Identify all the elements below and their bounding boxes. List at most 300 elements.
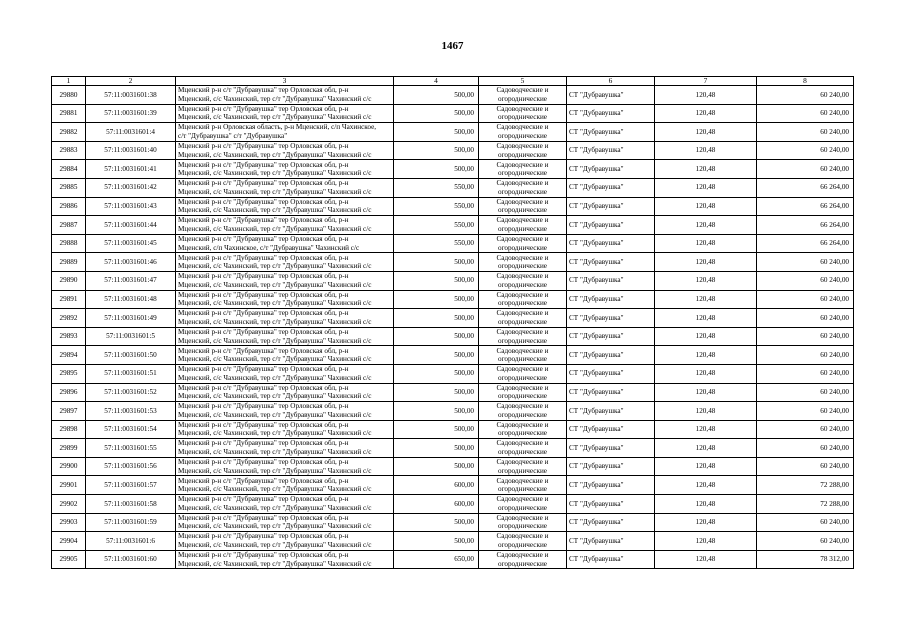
address-cell (176, 550, 394, 569)
row-number-cell: 29885 (52, 178, 86, 197)
cadastral-number-cell: 57:11:0031601:60 (86, 550, 176, 569)
unit-price-cell: 120,48 (655, 476, 757, 495)
unit-price-cell: 120,48 (655, 550, 757, 569)
land-use-cell (479, 123, 567, 142)
row-number-cell: 29887 (52, 216, 86, 235)
address-line-1: Мценский р-н с/т "Дубравушка" тер Орловская обл, р-н (178, 327, 349, 336)
land-use-line-2: огороднические (498, 131, 547, 140)
address-line-2: Мценский, с/с Чахинский, тер с/т "Дубравушка" Чахинский с/с (178, 113, 372, 122)
address-line-2: Мценский, с/с Чахинский, тер с/т "Дубравушка" Чахинский с/с (178, 317, 372, 326)
unit-price-cell: 120,48 (655, 532, 757, 551)
unit-price-cell: 120,48 (655, 439, 757, 458)
address-line-1: Мценский р-н с/т "Дубравушка" тер Орловская обл, р-н (178, 309, 349, 318)
address-line-2: Мценский, с/с Чахинский, тер с/т "Дубравушка" Чахинский с/с (178, 336, 372, 345)
cadastral-cost-cell: 60 240,00 (757, 86, 854, 105)
address-cell (176, 178, 394, 197)
cadastral-number-cell: 57:11:0031601:48 (86, 290, 176, 309)
land-use-line-2: огороднические (498, 94, 547, 103)
land-use-cell (479, 420, 567, 439)
land-use-cell (479, 476, 567, 495)
unit-price-cell: 120,48 (655, 197, 757, 216)
row-number-cell: 29881 (52, 104, 86, 123)
land-use-line-2: огороднические (498, 410, 547, 419)
land-use-line-2: огороднические (498, 355, 547, 364)
row-number-cell: 29905 (52, 550, 86, 569)
area-cell: 500,00 (394, 420, 479, 439)
address-line-1: Мценский р-н с/т "Дубравушка" тер Орловская обл, р-н (178, 365, 349, 374)
header-cell: 1 (52, 77, 86, 86)
address-cell (176, 271, 394, 290)
address-line-1: Мценский р-н Орловская область, р-н Мценский, с/п Чахинское, (178, 123, 377, 132)
cadastral-number-cell: 57:11:0031601:42 (86, 178, 176, 197)
address-cell (176, 364, 394, 383)
header-cell: 2 (86, 77, 176, 86)
land-use-line-2: огороднические (498, 503, 547, 512)
address-line-1: Мценский р-н с/т "Дубравушка" тер Орловская обл, р-н (178, 179, 349, 188)
address-line-1: Мценский р-н с/т "Дубравушка" тер Орловская обл, р-н (178, 253, 349, 262)
area-cell: 550,00 (394, 216, 479, 235)
table-row (52, 550, 854, 569)
address-line-1: Мценский р-н с/т "Дубравушка" тер Орловская обл, р-н (178, 420, 349, 429)
land-use-line-2: огороднические (498, 150, 547, 159)
address-line-1: Мценский р-н с/т "Дубравушка" тер Орловская обл, р-н (178, 346, 349, 355)
land-use-cell (479, 327, 567, 346)
organization-cell: СТ "Дубравушка" (567, 476, 655, 495)
cadastral-number-cell: 57:11:0031601:58 (86, 495, 176, 514)
header-cell: 8 (757, 77, 854, 86)
organization-cell: СТ "Дубравушка" (567, 141, 655, 160)
header-cell: 7 (655, 77, 757, 86)
unit-price-cell: 120,48 (655, 309, 757, 328)
table-row (52, 197, 854, 216)
address-line-1: Мценский р-н с/т "Дубравушка" тер Орловская обл, р-н (178, 495, 349, 504)
cadastral-cost-cell: 60 240,00 (757, 457, 854, 476)
address-cell (176, 141, 394, 160)
land-use-line-2: огороднические (498, 243, 547, 252)
address-cell (176, 327, 394, 346)
unit-price-cell: 120,48 (655, 495, 757, 514)
address-cell (176, 476, 394, 495)
address-cell (176, 402, 394, 421)
row-number-cell: 29882 (52, 123, 86, 142)
cadastral-number-cell: 57:11:0031601:52 (86, 383, 176, 402)
land-use-line-1: Садоводческие и (496, 123, 549, 132)
row-number-cell: 29888 (52, 234, 86, 253)
area-cell: 500,00 (394, 532, 479, 551)
land-use-line-2: огороднические (498, 485, 547, 494)
land-use-cell (479, 271, 567, 290)
land-use-line-1: Садоводческие и (496, 346, 549, 355)
cadastral-number-cell: 57:11:0031601:6 (86, 532, 176, 551)
address-line-2: Мценский, с/с Чахинский, тер с/т "Дубравушка" Чахинский с/с (178, 262, 372, 271)
address-cell (176, 216, 394, 235)
address-line-2: Мценский, с/с Чахинский, тер с/т "Дубравушка" Чахинский с/с (178, 373, 372, 382)
address-line-1: Мценский р-н с/т "Дубравушка" тер Орловская обл, р-н (178, 551, 349, 560)
table-row (52, 234, 854, 253)
organization-cell: СТ "Дубравушка" (567, 420, 655, 439)
land-use-cell (479, 364, 567, 383)
address-line-2: Мценский, с/с Чахинский, тер с/т "Дубравушка" Чахинский с/с (178, 224, 372, 233)
land-use-cell (479, 178, 567, 197)
table-header-row (52, 77, 854, 86)
land-use-line-1: Садоводческие и (496, 179, 549, 188)
cadastral-number-cell: 57:11:0031601:38 (86, 86, 176, 105)
area-cell: 500,00 (394, 327, 479, 346)
table-row (52, 309, 854, 328)
organization-cell: СТ "Дубравушка" (567, 439, 655, 458)
cadastral-cost-cell: 60 240,00 (757, 309, 854, 328)
organization-cell: СТ "Дубравушка" (567, 550, 655, 569)
organization-cell: СТ "Дубравушка" (567, 309, 655, 328)
row-number-cell: 29893 (52, 327, 86, 346)
address-line-2: Мценский, с/с Чахинский, тер с/т "Дубравушка" Чахинский с/с (178, 410, 372, 419)
land-use-line-1: Садоводческие и (496, 216, 549, 225)
table-row (52, 141, 854, 160)
address-line-2: Мценский, с/с Чахинский, тер с/т "Дубравушка" Чахинский с/с (178, 522, 372, 531)
row-number-cell: 29895 (52, 364, 86, 383)
land-use-line-2: огороднические (498, 336, 547, 345)
area-cell: 500,00 (394, 141, 479, 160)
land-use-cell (479, 550, 567, 569)
organization-cell: СТ "Дубравушка" (567, 104, 655, 123)
cadastral-cost-cell: 66 264,00 (757, 178, 854, 197)
address-line-2: Мценский, с/с Чахинский, тер с/т "Дубравушка" Чахинский с/с (178, 429, 372, 438)
row-number-cell: 29884 (52, 160, 86, 179)
organization-cell: СТ "Дубравушка" (567, 253, 655, 272)
land-use-cell (479, 216, 567, 235)
row-number-cell: 29904 (52, 532, 86, 551)
address-line-1: Мценский р-н с/т "Дубравушка" тер Орловская обл, р-н (178, 234, 349, 243)
unit-price-cell: 120,48 (655, 364, 757, 383)
row-number-cell: 29896 (52, 383, 86, 402)
row-number-cell: 29889 (52, 253, 86, 272)
cadastral-cost-cell: 60 240,00 (757, 123, 854, 142)
land-use-line-1: Садоводческие и (496, 439, 549, 448)
address-line-1: Мценский р-н с/т "Дубравушка" тер Орловская обл, р-н (178, 439, 349, 448)
address-line-1: Мценский р-н с/т "Дубравушка" тер Орловская обл, р-н (178, 216, 349, 225)
header-cell: 3 (176, 77, 394, 86)
address-cell (176, 420, 394, 439)
unit-price-cell: 120,48 (655, 327, 757, 346)
cadastral-cost-cell: 60 240,00 (757, 271, 854, 290)
address-cell (176, 439, 394, 458)
area-cell: 500,00 (394, 364, 479, 383)
land-use-line-2: огороднические (498, 280, 547, 289)
address-line-2: Мценский, с/с Чахинский, тер с/т "Дубравушка" Чахинский с/с (178, 187, 372, 196)
area-cell: 600,00 (394, 476, 479, 495)
organization-cell: СТ "Дубравушка" (567, 346, 655, 365)
land-use-line-2: огороднические (498, 206, 547, 215)
area-cell: 500,00 (394, 346, 479, 365)
row-number-cell: 29891 (52, 290, 86, 309)
cadastral-cost-cell: 60 240,00 (757, 327, 854, 346)
address-cell (176, 197, 394, 216)
land-use-line-1: Садоводческие и (496, 532, 549, 541)
land-use-line-1: Садоводческие и (496, 402, 549, 411)
header-cell: 6 (567, 77, 655, 86)
address-cell (176, 234, 394, 253)
organization-cell: СТ "Дубравушка" (567, 327, 655, 346)
table-row (52, 383, 854, 402)
cadastral-cost-cell: 66 264,00 (757, 216, 854, 235)
land-use-cell (479, 290, 567, 309)
organization-cell: СТ "Дубравушка" (567, 86, 655, 105)
area-cell: 500,00 (394, 290, 479, 309)
table-row (52, 476, 854, 495)
organization-cell: СТ "Дубравушка" (567, 234, 655, 253)
address-line-2: с/т "Дубравушка" с/т "Дубравушка" (178, 131, 288, 140)
row-number-cell: 29883 (52, 141, 86, 160)
unit-price-cell: 120,48 (655, 402, 757, 421)
row-number-cell: 29894 (52, 346, 86, 365)
page-number: 1467 (441, 40, 464, 52)
table-row (52, 457, 854, 476)
unit-price-cell: 120,48 (655, 420, 757, 439)
table-row (52, 86, 854, 105)
cadastral-number-cell: 57:11:0031601:59 (86, 513, 176, 532)
unit-price-cell: 120,48 (655, 160, 757, 179)
cadastral-number-cell: 57:11:0031601:5 (86, 327, 176, 346)
cadastral-number-cell: 57:11:0031601:50 (86, 346, 176, 365)
land-use-line-2: огороднические (498, 559, 547, 568)
address-cell (176, 495, 394, 514)
table-row (52, 346, 854, 365)
organization-cell: СТ "Дубравушка" (567, 197, 655, 216)
cadastral-number-cell: 57:11:0031601:51 (86, 364, 176, 383)
land-use-line-1: Садоводческие и (496, 327, 549, 336)
land-use-line-2: огороднические (498, 373, 547, 382)
row-number-cell: 29902 (52, 495, 86, 514)
address-line-1: Мценский р-н с/т "Дубравушка" тер Орловская обл, р-н (178, 402, 349, 411)
unit-price-cell: 120,48 (655, 234, 757, 253)
cadastral-number-cell: 57:11:0031601:45 (86, 234, 176, 253)
cadastral-cost-cell: 72 288,00 (757, 495, 854, 514)
land-use-line-1: Садоводческие и (496, 476, 549, 485)
cadastral-table (51, 76, 854, 569)
land-use-line-1: Садоводческие и (496, 420, 549, 429)
table-row (52, 178, 854, 197)
land-use-cell (479, 402, 567, 421)
land-use-line-2: огороднические (498, 299, 547, 308)
table-row (52, 532, 854, 551)
unit-price-cell: 120,48 (655, 271, 757, 290)
land-use-cell (479, 104, 567, 123)
address-line-2: Мценский, с/с Чахинский, тер с/т "Дубравушка" Чахинский с/с (178, 355, 372, 364)
area-cell: 500,00 (394, 86, 479, 105)
unit-price-cell: 120,48 (655, 290, 757, 309)
table-row (52, 402, 854, 421)
land-use-line-2: огороднические (498, 169, 547, 178)
land-use-line-1: Садоводческие и (496, 234, 549, 243)
header-cell: 5 (479, 77, 567, 86)
land-use-line-1: Садоводческие и (496, 495, 549, 504)
row-number-cell: 29892 (52, 309, 86, 328)
land-use-cell (479, 513, 567, 532)
cadastral-cost-cell: 60 240,00 (757, 383, 854, 402)
unit-price-cell: 120,48 (655, 253, 757, 272)
cadastral-number-cell: 57:11:0031601:56 (86, 457, 176, 476)
land-use-cell (479, 439, 567, 458)
area-cell: 500,00 (394, 271, 479, 290)
unit-price-cell: 120,48 (655, 457, 757, 476)
cadastral-cost-cell: 66 264,00 (757, 197, 854, 216)
land-use-line-1: Садоводческие и (496, 458, 549, 467)
cadastral-cost-cell: 60 240,00 (757, 104, 854, 123)
organization-cell: СТ "Дубравушка" (567, 513, 655, 532)
land-use-cell (479, 309, 567, 328)
address-line-2: Мценский, с/с Чахинский, тер с/т "Дубравушка" Чахинский с/с (178, 392, 372, 401)
area-cell: 550,00 (394, 234, 479, 253)
address-line-2: Мценский, с/с Чахинский, тер с/т "Дубравушка" Чахинский с/с (178, 541, 372, 550)
organization-cell: СТ "Дубравушка" (567, 457, 655, 476)
area-cell: 650,00 (394, 550, 479, 569)
address-line-1: Мценский р-н с/т "Дубравушка" тер Орловская обл, р-н (178, 160, 349, 169)
land-use-line-2: огороднические (498, 541, 547, 550)
unit-price-cell: 120,48 (655, 513, 757, 532)
address-cell (176, 290, 394, 309)
address-line-2: Мценский, с/с Чахинский, тер с/т "Дубравушка" Чахинский с/с (178, 150, 372, 159)
address-line-2: Мценский, с/с Чахинский, тер с/т "Дубравушка" Чахинский с/с (178, 94, 372, 103)
area-cell: 500,00 (394, 160, 479, 179)
land-use-line-1: Садоводческие и (496, 104, 549, 113)
area-cell: 500,00 (394, 253, 479, 272)
land-use-line-1: Садоводческие и (496, 141, 549, 150)
table-row (52, 495, 854, 514)
address-line-1: Мценский р-н с/т "Дубравушка" тер Орловская обл, р-н (178, 532, 349, 541)
land-use-line-2: огороднические (498, 317, 547, 326)
area-cell: 500,00 (394, 457, 479, 476)
cadastral-cost-cell: 60 240,00 (757, 513, 854, 532)
table-row (52, 104, 854, 123)
unit-price-cell: 120,48 (655, 216, 757, 235)
cadastral-cost-cell: 72 288,00 (757, 476, 854, 495)
unit-price-cell: 120,48 (655, 346, 757, 365)
table-row (52, 160, 854, 179)
cadastral-cost-cell: 60 240,00 (757, 402, 854, 421)
unit-price-cell: 120,48 (655, 141, 757, 160)
cadastral-number-cell: 57:11:0031601:41 (86, 160, 176, 179)
land-use-line-1: Садоводческие и (496, 551, 549, 560)
address-line-1: Мценский р-н с/т "Дубравушка" тер Орловская обл, р-н (178, 458, 349, 467)
table-row (52, 439, 854, 458)
table-row (52, 253, 854, 272)
row-number-cell: 29901 (52, 476, 86, 495)
cadastral-cost-cell: 66 264,00 (757, 234, 854, 253)
address-line-1: Мценский р-н с/т "Дубравушка" тер Орловская обл, р-н (178, 513, 349, 522)
cadastral-number-cell: 57:11:0031601:53 (86, 402, 176, 421)
address-line-2: Мценский, с/с Чахинский, тер с/т "Дубравушка" Чахинский с/с (178, 280, 372, 289)
area-cell: 500,00 (394, 402, 479, 421)
organization-cell: СТ "Дубравушка" (567, 178, 655, 197)
land-use-line-2: огороднические (498, 224, 547, 233)
address-line-1: Мценский р-н с/т "Дубравушка" тер Орловская обл, р-н (178, 86, 349, 95)
land-use-cell (479, 197, 567, 216)
land-use-cell (479, 160, 567, 179)
header-cell: 4 (394, 77, 479, 86)
cadastral-number-cell: 57:11:0031601:43 (86, 197, 176, 216)
land-use-line-2: огороднические (498, 429, 547, 438)
organization-cell: СТ "Дубравушка" (567, 402, 655, 421)
address-line-1: Мценский р-н с/т "Дубравушка" тер Орловская обл, р-н (178, 104, 349, 113)
land-use-cell (479, 346, 567, 365)
land-use-line-1: Садоводческие и (496, 365, 549, 374)
unit-price-cell: 120,48 (655, 86, 757, 105)
row-number-cell: 29897 (52, 402, 86, 421)
cadastral-number-cell: 57:11:0031601:54 (86, 420, 176, 439)
cadastral-cost-cell: 60 240,00 (757, 439, 854, 458)
land-use-cell (479, 495, 567, 514)
table-row (52, 271, 854, 290)
address-line-2: Мценский, с/с Чахинский, тер с/т "Дубравушка" Чахинский с/с (178, 448, 372, 457)
unit-price-cell: 120,48 (655, 383, 757, 402)
cadastral-cost-cell: 60 240,00 (757, 346, 854, 365)
address-line-1: Мценский р-н с/т "Дубравушка" тер Орловская обл, р-н (178, 197, 349, 206)
unit-price-cell: 120,48 (655, 104, 757, 123)
land-use-cell (479, 532, 567, 551)
row-number-cell: 29880 (52, 86, 86, 105)
cadastral-number-cell: 57:11:0031601:39 (86, 104, 176, 123)
row-number-cell: 29900 (52, 457, 86, 476)
area-cell: 500,00 (394, 513, 479, 532)
address-cell (176, 253, 394, 272)
land-use-line-1: Садоводческие и (496, 197, 549, 206)
cadastral-cost-cell: 60 240,00 (757, 290, 854, 309)
land-use-line-1: Садоводческие и (496, 160, 549, 169)
address-line-2: Мценский, с/с Чахинский, тер с/т "Дубравушка" Чахинский с/с (178, 485, 372, 494)
organization-cell: СТ "Дубравушка" (567, 532, 655, 551)
address-line-2: Мценский, с/с Чахинский, тер с/т "Дубравушка" Чахинский с/с (178, 559, 372, 568)
row-number-cell: 29890 (52, 271, 86, 290)
address-cell (176, 160, 394, 179)
land-use-cell (479, 383, 567, 402)
address-line-1: Мценский р-н с/т "Дубравушка" тер Орловская обл, р-н (178, 476, 349, 485)
area-cell: 500,00 (394, 104, 479, 123)
table-row (52, 513, 854, 532)
land-use-cell (479, 457, 567, 476)
cadastral-number-cell: 57:11:0031601:44 (86, 216, 176, 235)
cadastral-number-cell: 57:11:0031601:57 (86, 476, 176, 495)
cadastral-cost-cell: 60 240,00 (757, 160, 854, 179)
cadastral-number-cell: 57:11:0031601:55 (86, 439, 176, 458)
land-use-line-1: Садоводческие и (496, 309, 549, 318)
address-cell (176, 457, 394, 476)
address-cell (176, 513, 394, 532)
land-use-line-1: Садоводческие и (496, 290, 549, 299)
row-number-cell: 29903 (52, 513, 86, 532)
land-use-line-2: огороднические (498, 262, 547, 271)
address-line-2: Мценский, с/с Чахинский, тер с/т "Дубравушка" Чахинский с/с (178, 169, 372, 178)
table-body (52, 77, 854, 569)
address-cell (176, 532, 394, 551)
land-use-line-1: Садоводческие и (496, 253, 549, 262)
cadastral-number-cell: 57:11:0031601:4 (86, 123, 176, 142)
land-use-line-2: огороднические (498, 113, 547, 122)
cadastral-number-cell: 57:11:0031601:49 (86, 309, 176, 328)
address-cell (176, 309, 394, 328)
organization-cell: СТ "Дубравушка" (567, 495, 655, 514)
land-use-cell (479, 86, 567, 105)
address-cell (176, 104, 394, 123)
table-row (52, 364, 854, 383)
organization-cell: СТ "Дубравушка" (567, 271, 655, 290)
area-cell: 500,00 (394, 309, 479, 328)
land-use-line-2: огороднические (498, 187, 547, 196)
cadastral-cost-cell: 78 312,00 (757, 550, 854, 569)
cadastral-cost-cell: 60 240,00 (757, 253, 854, 272)
land-use-cell (479, 234, 567, 253)
address-cell (176, 123, 394, 142)
land-use-line-1: Садоводческие и (496, 86, 549, 95)
